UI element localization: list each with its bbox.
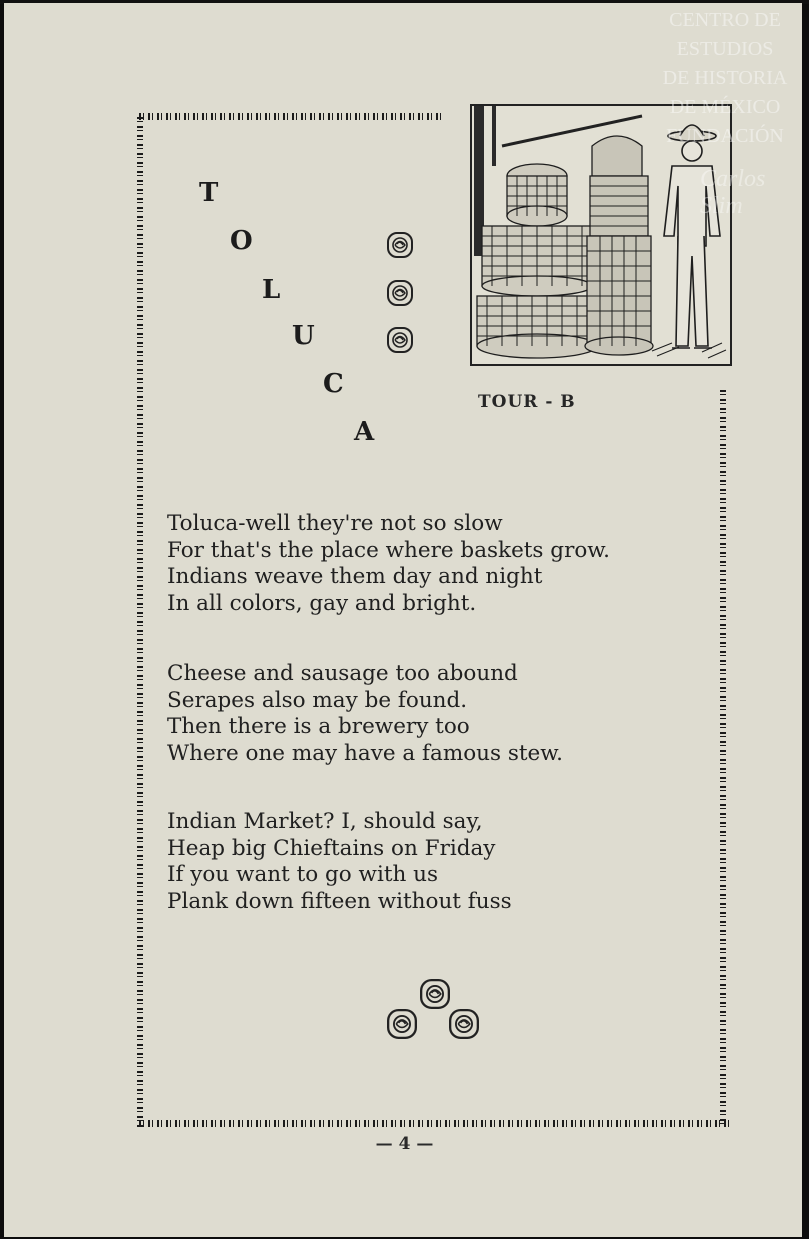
rose-ornament-icon	[387, 232, 413, 258]
verse-line: If you want to go with us	[167, 862, 439, 887]
verse-line: Indians weave them day and night	[167, 564, 543, 589]
archive-watermark	[645, 6, 805, 151]
border-right	[720, 390, 726, 1126]
verse-line: Indian Market? I, should say,	[167, 809, 483, 834]
border-top-left	[139, 113, 445, 120]
title-letter: T	[199, 178, 219, 208]
verse-line: For that's the place where baskets grow.	[167, 537, 610, 563]
verse-line: Toluca-well they're not so slow	[167, 511, 503, 536]
verse-line: Plank down fifteen without fuss	[167, 888, 512, 914]
watermark-line: ESTUDIOS	[676, 38, 774, 60]
border-left	[137, 117, 143, 1129]
title-letter: L	[262, 275, 281, 305]
watermark-signature: Carlos Slim	[700, 166, 766, 219]
stanza	[167, 809, 512, 915]
rose-ornament-icon	[387, 1009, 417, 1039]
watermark-line: DE HISTORIA	[662, 67, 788, 89]
title-letter: A	[354, 417, 375, 447]
rose-ornament-icon	[420, 979, 450, 1009]
watermark-line: DE MÉXICO	[669, 96, 781, 118]
rose-ornament-icon	[449, 1009, 479, 1039]
stanza	[167, 511, 610, 617]
verse-line: Cheese and sausage too abound	[167, 661, 518, 686]
verse-line: Serapes also may be found.	[167, 687, 468, 713]
verse-line: In all colors, gay and bright.	[167, 590, 477, 616]
watermark-line: CENTRO DE	[669, 9, 781, 31]
watermark-line: FUNDACIÓN	[666, 125, 784, 147]
title-letter: U	[292, 321, 315, 351]
rose-ornament-icon	[387, 280, 413, 306]
stanza	[167, 661, 563, 767]
verse-line: Then there is a brewery too	[167, 714, 470, 739]
tour-label: TOUR - B	[478, 392, 576, 412]
title-letter: O	[230, 226, 253, 256]
border-bottom	[139, 1120, 730, 1127]
rose-ornament-icon	[387, 327, 413, 353]
verse-line: Heap big Chieftains on Friday	[167, 835, 496, 861]
title-letter: C	[323, 369, 344, 399]
page-number: — 4 —	[375, 1134, 434, 1154]
verse-line: Where one may have a famous stew.	[167, 740, 563, 766]
